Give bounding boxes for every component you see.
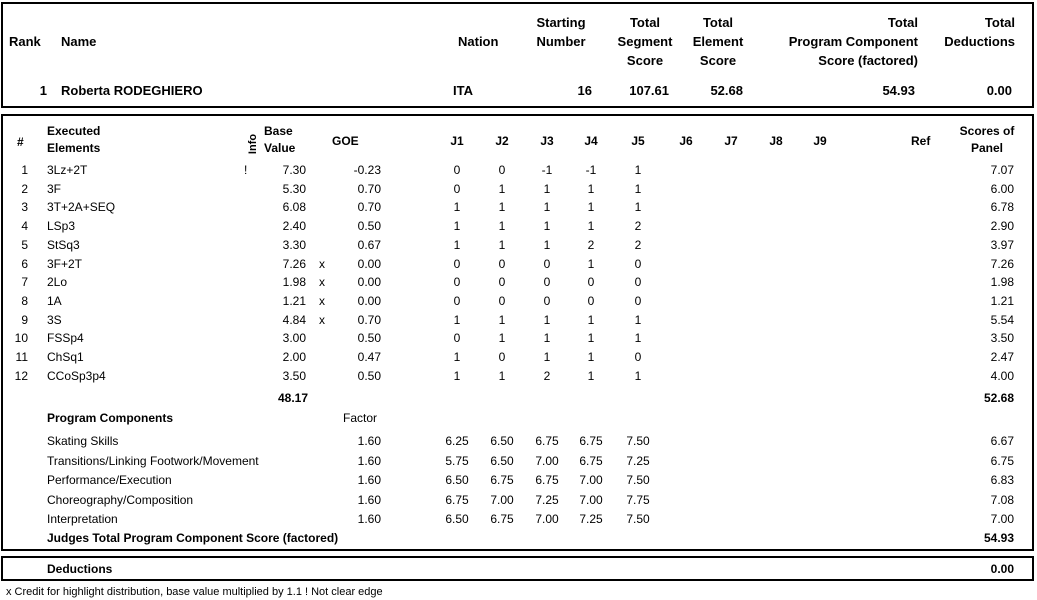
element-panel-score: 7.26 [990,257,1014,271]
element-number: 3 [21,200,28,214]
element-judge-score: 2 [634,238,642,252]
segment-score-header: Total Segment Score [617,15,673,68]
element-judge-score: 0 [453,275,461,289]
skater-nation: ITA [453,83,473,98]
factor-header: Factor [343,411,378,425]
element-base-value: 5.30 [282,182,306,196]
skater-element-score: 52.68 [710,83,743,98]
element-judge-score: 1 [498,331,506,345]
element-goe: 0.70 [357,313,381,327]
judge-header-9: J9 [813,134,827,148]
element-judge-score: -1 [585,163,597,177]
element-judge-score: 1 [453,238,461,252]
element-number: 4 [21,219,28,233]
element-judge-score: 0 [634,257,642,271]
element-name: ChSq1 [47,350,84,364]
element-name: FSSp4 [47,331,84,345]
component-factor: 1.60 [357,454,381,468]
skater-rank: 1 [39,83,47,98]
component-factor: 1.60 [357,493,381,507]
element-panel-score: 5.54 [990,313,1014,327]
judge-header-6: J6 [679,134,693,148]
element-judge-score: 0 [498,163,506,177]
component-name: Performance/Execution [47,473,172,487]
element-judge-score: 0 [634,275,642,289]
element-bonus-mark: x [319,275,325,289]
judge-header-7: J7 [724,134,738,148]
judge-header-3: J3 [540,134,554,148]
element-base-value: 7.26 [282,257,306,271]
component-judge-score: 7.00 [535,454,559,468]
element-judge-score: 1 [587,350,595,364]
element-base-value: 3.30 [282,238,306,252]
element-judge-score: 1 [587,331,595,345]
judge-header-8: J8 [769,134,783,148]
element-judge-score: 1 [634,182,642,196]
element-judge-score: -1 [541,163,553,177]
element-name: 3F [47,182,62,196]
starting-number-header: Starting Number [536,15,586,49]
component-judge-score: 7.25 [579,512,603,526]
component-judge-score: 7.25 [626,454,650,468]
goe-header: GOE [332,134,359,148]
skater-starting-number: 16 [577,83,592,98]
components-total-score: 54.93 [983,531,1014,545]
element-judge-score: 0 [587,275,595,289]
element-number: 2 [21,182,28,196]
element-panel-score: 2.90 [990,219,1014,233]
element-judge-score: 1 [498,182,506,196]
element-base-value: 2.40 [282,219,306,233]
element-judge-score: 1 [634,331,642,345]
element-bonus-mark: x [319,294,325,308]
element-bonus-mark: x [319,313,325,327]
deductions-label: Deductions [47,562,113,576]
element-goe: 0.70 [357,200,381,214]
num-header: # [17,135,24,149]
element-panel-score: 1.98 [990,275,1014,289]
element-judge-score: 1 [543,350,551,364]
element-goe: 0.50 [357,331,381,345]
component-factor: 1.60 [357,434,381,448]
element-base-value: 1.98 [282,275,306,289]
component-panel-score: 6.83 [990,473,1014,487]
element-judge-score: 0 [543,294,551,308]
component-judge-score: 7.00 [535,512,559,526]
element-name: 3Lz+2T [47,163,88,177]
element-judge-score: 1 [453,350,461,364]
element-judge-score: 1 [587,257,595,271]
element-panel-score: 6.00 [990,182,1014,196]
element-judge-score: 2 [634,219,642,233]
element-name: 3S [47,313,62,327]
element-judge-score: 1 [543,331,551,345]
element-number: 1 [21,163,28,177]
element-judge-score: 2 [543,369,551,383]
element-panel-score: 3.50 [990,331,1014,345]
element-panel-score: 6.78 [990,200,1014,214]
element-name: StSq3 [47,238,80,252]
element-name: 1A [47,294,62,308]
element-judge-score: 0 [543,257,551,271]
element-judge-score: 1 [498,238,506,252]
component-judge-score: 7.00 [579,493,603,507]
element-name: CCoSp3p4 [47,369,106,383]
component-judge-score: 7.00 [490,493,514,507]
element-number: 7 [21,275,28,289]
judge-header-5: J5 [631,134,645,148]
element-number: 9 [21,313,28,327]
component-panel-score: 6.67 [990,434,1014,448]
element-score-header: Total Element Score [692,15,744,68]
element-goe: -0.23 [353,163,381,177]
element-judge-score: 1 [587,313,595,327]
component-name: Skating Skills [47,434,119,448]
component-name: Transitions/Linking Footwork/Movement [47,454,259,468]
base-value-total: 48.17 [277,391,308,405]
judge-header-1: J1 [450,134,464,148]
element-goe: 0.50 [357,369,381,383]
component-judge-score: 6.50 [445,473,469,487]
component-panel-score: 7.00 [990,512,1014,526]
element-goe: 0.00 [357,257,381,271]
element-judge-score: 1 [543,200,551,214]
element-judge-score: 1 [498,200,506,214]
nation-header: Nation [458,34,499,49]
component-name: Choreography/Composition [47,493,194,507]
scores-of-panel-header: Scores of Panel [959,124,1015,155]
element-judge-score: 1 [634,163,642,177]
element-base-value: 6.08 [282,200,306,214]
judge-header-4: J4 [584,134,598,148]
element-base-value: 7.30 [282,163,306,177]
component-factor: 1.60 [357,512,381,526]
element-number: 8 [21,294,28,308]
component-judge-score: 7.25 [535,493,559,507]
component-judge-score: 7.50 [626,473,650,487]
skater-segment-score: 107.61 [629,83,669,98]
element-judge-score: 0 [634,350,642,364]
element-judge-score: 1 [587,369,595,383]
element-judge-score: 1 [498,369,506,383]
element-panel-score: 7.07 [990,163,1014,177]
component-judge-score: 5.75 [445,454,469,468]
element-base-value: 3.00 [282,331,306,345]
element-judge-score: 2 [587,238,595,252]
deductions-box [1,556,1034,581]
components-total-label: Judges Total Program Component Score (factored) [47,531,339,545]
element-judge-score: 1 [543,182,551,196]
element-goe: 0.47 [357,350,381,364]
element-judge-score: 1 [587,182,595,196]
element-goe: 0.50 [357,219,381,233]
component-panel-score: 7.08 [990,493,1014,507]
element-bonus-mark: x [319,257,325,271]
element-name: LSp3 [47,219,76,233]
element-judge-score: 1 [543,313,551,327]
component-judge-score: 6.50 [445,512,469,526]
element-judge-score: 1 [634,313,642,327]
element-goe: 0.67 [357,238,381,252]
element-judge-score: 0 [498,275,506,289]
component-judge-score: 7.75 [626,493,650,507]
element-base-value: 1.21 [282,294,306,308]
element-number: 10 [14,331,28,345]
component-judge-score: 6.75 [579,454,603,468]
component-judge-score: 6.25 [445,434,469,448]
element-judge-score: 0 [453,294,461,308]
component-judge-score: 6.50 [490,434,514,448]
element-judge-score: 1 [453,369,461,383]
component-judge-score: 6.50 [490,454,514,468]
element-goe: 0.00 [357,275,381,289]
element-judge-score: 0 [543,275,551,289]
element-judge-score: 0 [587,294,595,308]
element-info: ! [244,163,248,177]
skater-deductions: 0.00 [986,83,1012,98]
element-goe: 0.70 [357,182,381,196]
element-judge-score: 1 [634,369,642,383]
element-name: 3T+2A+SEQ [47,200,116,214]
component-score-header: Total Program Component Score (factored) [788,15,918,68]
info-header: Info [247,133,260,155]
element-name: 3F+2T [47,257,83,271]
element-judge-score: 0 [453,257,461,271]
component-judge-score: 6.75 [445,493,469,507]
element-judge-score: 1 [587,200,595,214]
element-judge-score: 0 [498,350,506,364]
element-number: 5 [21,238,28,252]
component-judge-score: 7.50 [626,434,650,448]
component-judge-score: 6.75 [535,434,559,448]
executed-elements-header: Executed Elements [47,124,101,155]
component-panel-score: 6.75 [990,454,1014,468]
component-judge-score: 6.75 [579,434,603,448]
element-judge-score: 1 [543,219,551,233]
element-judge-score: 1 [587,219,595,233]
element-judge-score: 1 [453,200,461,214]
elements-score-total: 52.68 [983,391,1014,405]
component-judge-score: 6.75 [535,473,559,487]
element-judge-score: 1 [543,238,551,252]
program-components-title: Program Components [47,411,174,425]
component-judge-score: 6.75 [490,512,514,526]
name-header: Name [61,34,97,49]
base-value-header: Base Value [264,124,296,155]
element-judge-score: 0 [498,294,506,308]
element-panel-score: 3.97 [990,238,1014,252]
element-panel-score: 4.00 [990,369,1014,383]
component-judge-score: 7.00 [579,473,603,487]
skater-component-score: 54.93 [882,83,915,98]
element-number: 11 [15,350,28,364]
element-judge-score: 1 [453,313,461,327]
element-number: 12 [14,369,28,383]
element-number: 6 [21,257,28,271]
footnote: x Credit for highlight distribution, base value multiplied by 1.1 ! Not clear edge [6,586,383,598]
element-judge-score: 0 [498,257,506,271]
element-panel-score: 1.21 [990,294,1014,308]
element-panel-score: 2.47 [990,350,1014,364]
ref-header: Ref [911,134,931,148]
skater-name: Roberta RODEGHIERO [61,83,203,98]
element-judge-score: 1 [634,200,642,214]
element-base-value: 2.00 [282,350,306,364]
component-judge-score: 7.50 [626,512,650,526]
element-judge-score: 1 [498,219,506,233]
rank-header: Rank [9,34,41,49]
judge-header-2: J2 [495,134,509,148]
element-name: 2Lo [47,275,68,289]
component-judge-score: 6.75 [490,473,514,487]
element-judge-score: 0 [453,331,461,345]
component-factor: 1.60 [357,473,381,487]
element-goe: 0.00 [357,294,381,308]
element-judge-score: 1 [453,219,461,233]
element-judge-score: 0 [453,163,461,177]
element-judge-score: 0 [634,294,642,308]
deductions-header: Total Deductions [944,15,1015,49]
element-base-value: 4.84 [282,313,306,327]
element-judge-score: 1 [498,313,506,327]
element-base-value: 3.50 [282,369,306,383]
deductions-value: 0.00 [990,562,1014,576]
component-name: Interpretation [47,512,118,526]
element-judge-score: 0 [453,182,461,196]
